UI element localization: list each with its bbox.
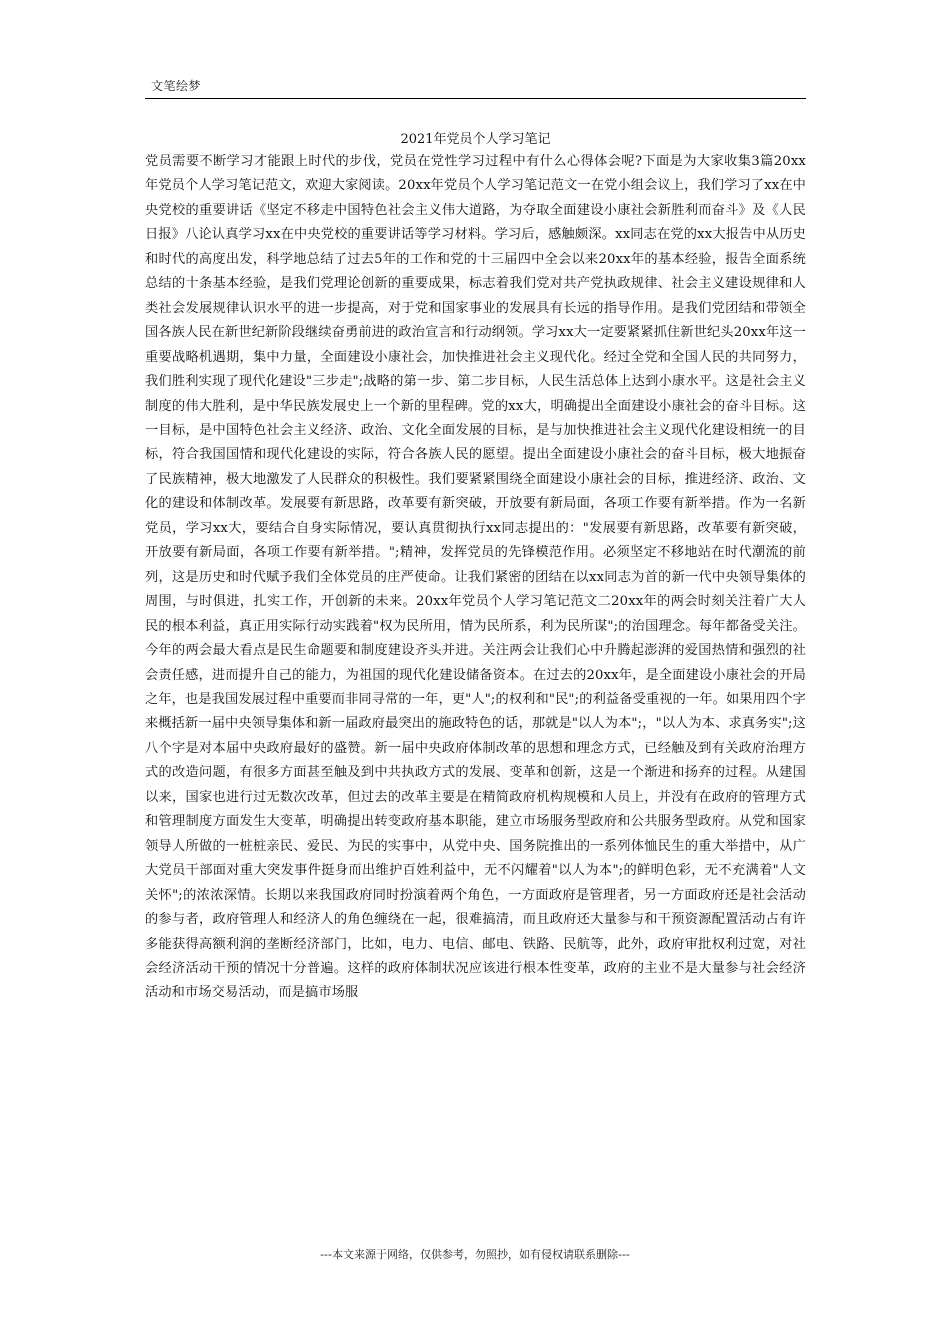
document-body <box>145 150 806 1006</box>
document-title: 2021年党员个人学习笔记 <box>400 132 551 147</box>
body-paragraph: 党员需要不断学习才能跟上时代的步伐，党员在党性学习过程中有什么心得体会呢?下面是为大家收集3篇20xx年党员个人学习笔记范文，欢迎大家阅读。20xx年党员个人学习笔记范文一在党小组会议上，我们学习了xx在中央党校的重要讲话《坚定不移走中国特色社会主义伟大道路，为夺取全面建设小康社会新胜利而奋斗》及《人民日报》八论认真学习xx在中央党校的重要讲话等学习材料。学习后，感触颇深。xx同志在党的xx大报告中从历史和时代的高度出发，科学地总结了过去5年的工作和党的十三届四中全会以来20xx年的基本经验，报告全面系统总结的十条基本经验，是我们党理论创新的重要成果，标志着我们党对共产党执政规律、社会主义建设规律和人类社会发展规律认识水平的进一步提高，对于党和国家事业的发展具有长远的指导作用。是我们党团结和带领全国各族人民在新世纪新阶段继续奋勇前进的政治宣言和行动纲领。学习xx大一定要紧紧抓住新世纪头20xx年这一重要战略机遇期，集中力量，全面建设小康社会，加快推进社会主义现代化。经过全党和全国人民的共同努力，我们胜利实现了现代化建设"三步走";战略的第一步、第二步目标，人民生活总体上达到小康水平。这是社会主义制度的伟大胜利，是中华民族发展史上一个新的里程碑。党的xx大，明确提出全面建设小康社会的奋斗目标。这一目标，是中国特色社会主义经济、政治、文化全面发展的目标，是与加快推进社会主义现代化建设相统一的目标，符合我国国情和现代化建设的实际，符合各族人民的愿望。提出全面建设小康社会的奋斗目标，极大地振奋了民族精神，极大地激发了人民群众的积极性。我们要紧紧围绕全面建设小康社会的目标，推进经济、政治、文化的建设和体制改革。发展要有新思路，改革要有新突破，开放要有新局面，各项工作要有新举措。作为一名新党员，学习xx大，要结合自身实际情况，要认真贯彻执行xx同志提出的："发展要有新思路，改革要有新突破，开放要有新局面，各项工作要有新举措。";精神，发挥党员的先锋模范作用。必须坚定不移地站在时代潮流的前列，这是历史和时代赋予我们全体党员的庄严使命。让我们紧密的团结在以xx同志为首的新一代中央领导集体的周围，与时俱进，扎实工作，开创新的未来。20xx年党员个人学习笔记范文二20xx年的两会时刻关注着广大人民的根本利益，真正用实际行动实践着"权为民所用，情为民所系，利为民所谋";的治国理念。每年都备受关注。今年的两会最大看点是民生命题要和制度建设齐头并进。关注两会让我们心中升腾起澎湃的爱国热情和强烈的社会责任感，进而提升自己的能力，为祖国的现代化建设储备资本。在过去的20xx年，是全面建设小康社会的开局之年，也是我国发展过程中重要而非同寻常的一年，更"人";的权利和"民";的利益备受重视的一年。如果用四个字来概括新一届中央领导集体和新一届政府最突出的施政特色的话，那就是"以人为本";，"以人为本、求真务实";这八个字是对本届中央政府最好的盛赞。新一届中央政府体制改革的思想和理念方式，已经触及到有关政府治理方式的改造问题，有很多方面甚至触及到中共执政方式的发展、变革和创新，这是一个渐进和扬弃的过程。从建国以来，国家也进行过无数次改革，但过去的改革主要是在精简政府机构规模和人员上，并没有在政府的管理方式和管理制度方面发生大变革，明确提出转变政府基本职能，建立市场服务型政府和公共服务型政府。从党和国家领导人所做的一桩桩亲民、爱民、为民的实事中，从党中央、国务院推出的一系列体恤民生的重大举措中，从广大党员干部面对重大突发事件挺身而出维护百姓利益中，无不闪耀着"以人为本";的鲜明色彩，无不充满着"人文关怀";的浓浓深情。长期以来我国政府同时扮演着两个角色，一方面政府是管理者，另一方面政府还是社会活动的参与者，政府管理人和经济人的角色缠绕在一起，很难搞清，而且政府还大量参与和干预资源配置活动占有许多能获得高额利润的垄断经济部门，比如，电力、电信、邮电、铁路、民航等，此外，政府审批权利过宽，对社会经济活动干预的情况十分普遍。这样的政府体制状况应该进行根本性变革，政府的主业不是大量参与社会经济活动和市场交易活动，而是搞市场服 <box>145 154 806 1001</box>
page-header <box>145 74 806 99</box>
header-brand <box>145 74 207 96</box>
footer-notice: ---本文来源于网络，仅供参考，勿照抄，如有侵权请联系删除--- <box>320 1248 630 1261</box>
brand-name: 文笔绘梦 <box>151 78 202 93</box>
